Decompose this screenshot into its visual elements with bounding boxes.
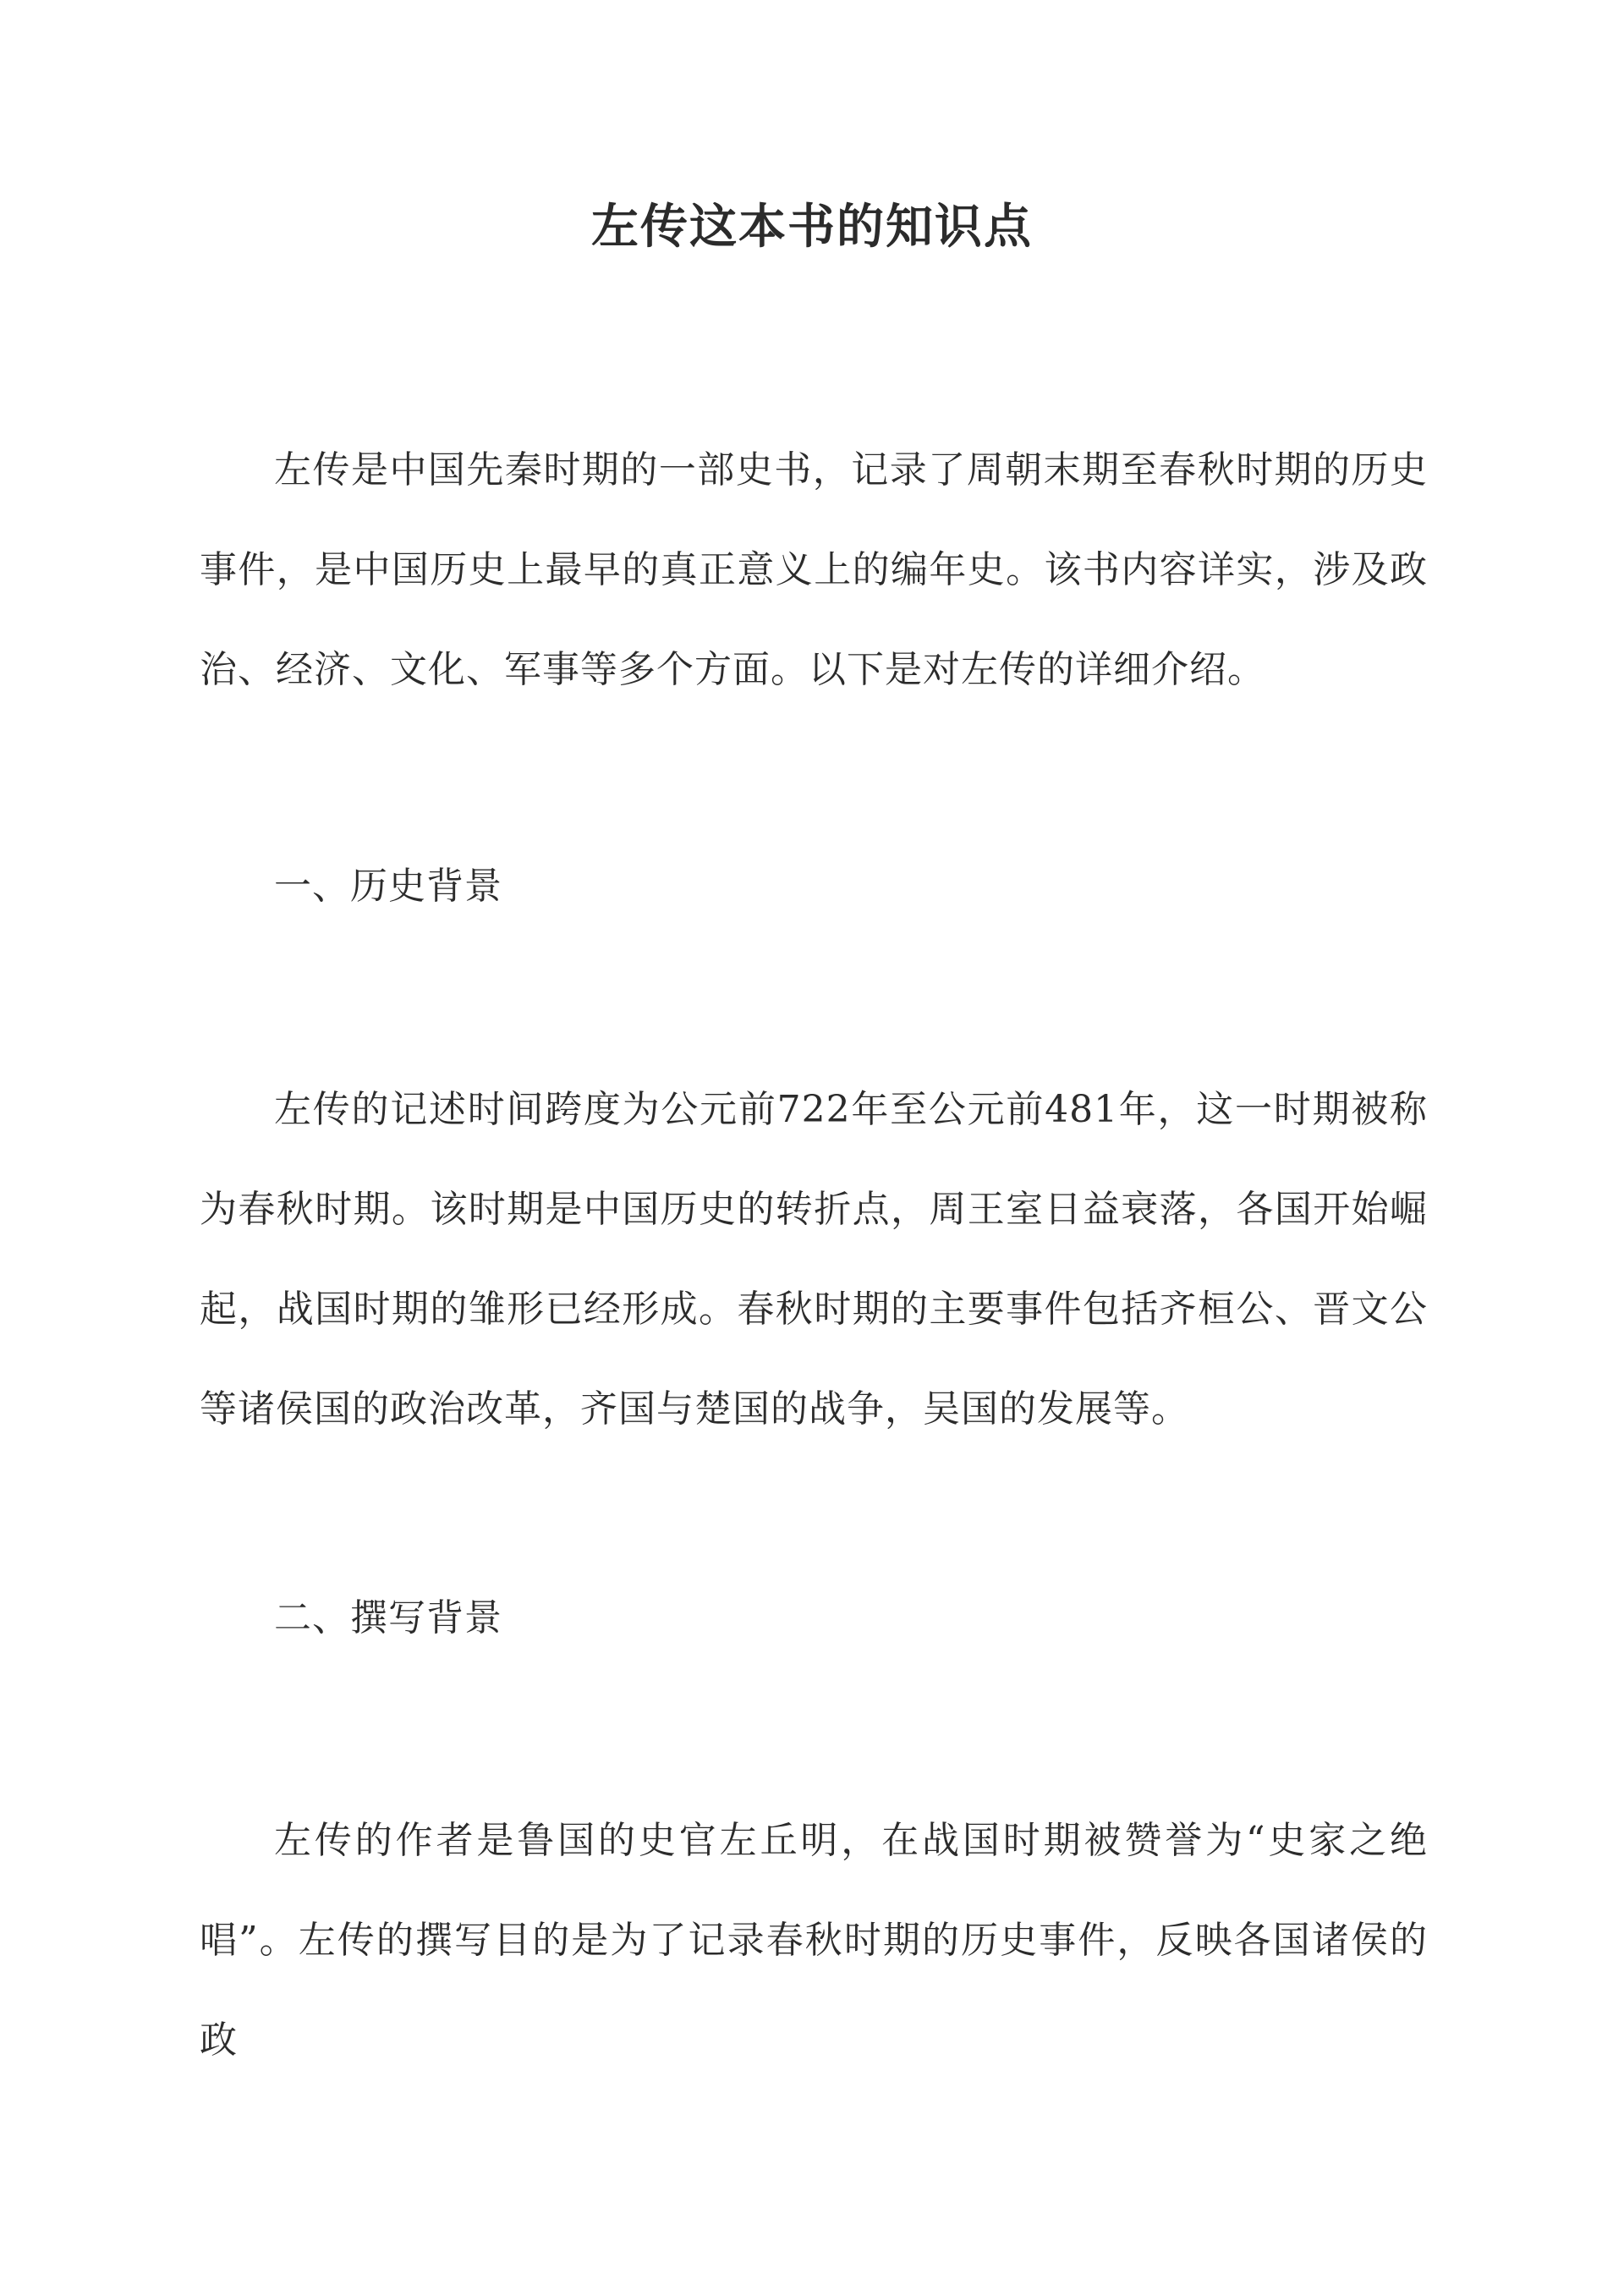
section-body-writing: 左传的作者是鲁国的史官左丘明，在战国时期被赞誉为“史家之绝唱”。左传的撰写目的是为了记录春秋时期的历史事件，反映各国诸侯的政	[200, 1819, 1428, 2062]
section-body-history: 左传的记述时间跨度为公元前722年至公元前481年，这一时期被称为春秋时期。该时期是中国历史的转折点，周王室日益衰落，各国开始崛起，战国时期的雏形已经形成。春秋时期的主要事件包括齐桓公、晋文公等诸侯国的政治改革，齐国与楚国的战争，吴国的发展等。	[200, 1088, 1428, 1431]
section-heading-history: 一、历史背景	[274, 865, 502, 908]
section-heading-writing: 二、撰写背景	[274, 1596, 502, 1640]
document-title: 左传这本书的知识点	[591, 199, 1033, 255]
intro-paragraph: 左传是中国先秦时期的一部史书，记录了周朝末期至春秋时期的历史事件，是中国历史上最早的真正意义上的编年史。该书内容详实，涉及政治、经济、文化、军事等多个方面。以下是对左传的详细介绍。	[200, 448, 1428, 691]
